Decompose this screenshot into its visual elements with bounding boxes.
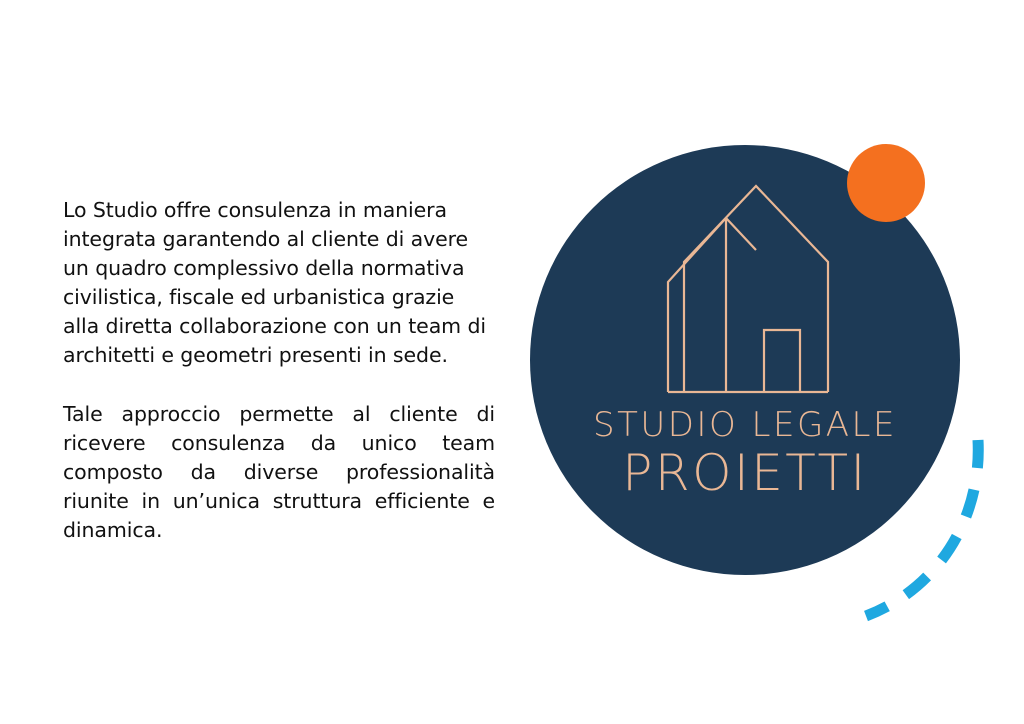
house-outline-icon [660,170,840,395]
paragraph-1: Lo Studio offre consulenza in maniera integrata garantendo al cliente di avere un quadro complessivo della normativa civilistica, fiscale ed urbanistica grazie alla diretta collaborazione con un team di architetti e geometri presenti in sede. [63,198,486,367]
paragraph-2: Tale approccio permette al cliente di ricevere consulenza da unico team composto da diverse professionalità riunite in un’unica struttura efficiente e dinamica. [63,402,495,542]
logo-composition [520,120,990,640]
logo-title-line-2: PROIETTI [622,444,868,502]
body-text-column [63,196,495,545]
blue-dashed-arc-decoration [750,420,990,640]
logo-title-line-1: STUDIO LEGALE [593,405,897,445]
orange-circle-decoration [847,144,925,222]
